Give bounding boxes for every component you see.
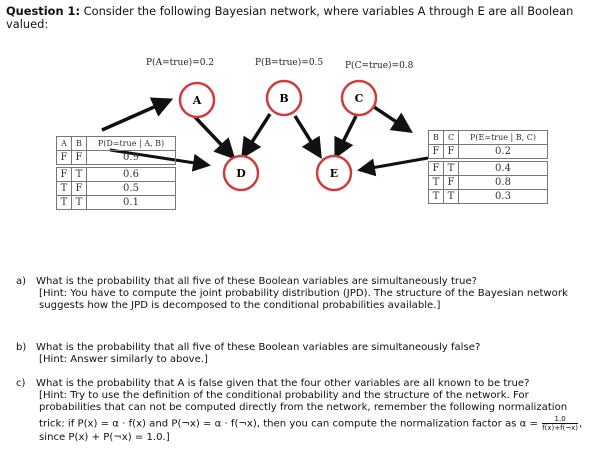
- cell: T: [57, 196, 72, 210]
- prior-a: P(A=true)=0.2: [146, 58, 215, 68]
- edge-b-e: [295, 116, 320, 156]
- table-row: [57, 168, 176, 182]
- node-b: [267, 81, 301, 115]
- cell: F: [57, 151, 72, 165]
- cell: T: [57, 182, 72, 196]
- part-c-hint: [36, 390, 590, 444]
- cpt-e-header-p: P(E=true | B, C): [459, 131, 548, 145]
- cell: F: [72, 182, 87, 196]
- edge-a-d: [194, 116, 233, 157]
- part-a-question: What is the probability that all five of these Boolean variables are simultaneously true?: [36, 276, 478, 287]
- cell: F: [72, 151, 87, 165]
- cell: T: [429, 190, 444, 204]
- cpt-d-header-b: B: [72, 137, 87, 151]
- part-c-marker: c): [16, 378, 26, 389]
- node-b-label: B: [279, 92, 289, 105]
- cell: F: [444, 176, 459, 190]
- cell: T: [72, 196, 87, 210]
- table-row: [429, 176, 548, 190]
- edge-cpte-e: [360, 158, 428, 170]
- cell: 0.2: [459, 145, 548, 159]
- part-b-question: What is the probability that all five of these Boolean variables are simultaneously false?: [36, 342, 481, 353]
- cell: 0.6: [87, 168, 176, 182]
- cpt-e-header-b: B: [429, 131, 444, 145]
- table-row: [57, 151, 176, 165]
- cpt-d-header-a: A: [57, 137, 72, 151]
- node-d: [224, 156, 258, 190]
- node-a: [180, 83, 214, 117]
- table-row: [57, 182, 176, 196]
- question-intro: Consider the following Bayesian network, where variables A through E are all Boolean valued:: [6, 4, 574, 31]
- node-c-label: C: [354, 92, 364, 105]
- part-b: [16, 342, 590, 366]
- cell: 0.4: [459, 162, 548, 176]
- fraction-denominator: f(x)+f(¬x): [542, 423, 579, 432]
- cpt-d-header-p: P(D=true | A, B): [87, 137, 176, 151]
- table-row: [429, 190, 548, 204]
- table-row: [429, 162, 548, 176]
- node-c: [342, 81, 376, 115]
- edge-a-cpt: [102, 100, 170, 130]
- part-c: [16, 378, 590, 444]
- table-row: [429, 145, 548, 159]
- cell: 0.1: [87, 196, 176, 210]
- cpt-d-table: [56, 136, 176, 210]
- node-a-label: A: [192, 94, 202, 107]
- cell: F: [57, 168, 72, 182]
- part-b-marker: b): [16, 342, 27, 353]
- cell: T: [72, 168, 87, 182]
- cell: F: [429, 162, 444, 176]
- question-label: Question 1:: [6, 4, 81, 18]
- part-c-question: What is the probability that A is false given that the four other variables are all known to be true?: [36, 378, 530, 389]
- node-e-label: E: [329, 167, 339, 180]
- table-row: [57, 196, 176, 210]
- fraction-numerator: 1.0: [542, 415, 578, 424]
- edge-b-d: [243, 114, 270, 156]
- part-a-marker: a): [16, 276, 27, 287]
- node-e: [317, 156, 351, 190]
- part-a: [16, 276, 590, 313]
- normalization-fraction: [542, 415, 578, 432]
- cpt-e-table: [428, 130, 548, 204]
- cell: T: [444, 190, 459, 204]
- cell: T: [444, 162, 459, 176]
- part-c-hint-text: [Hint: Try to use the definition of the conditional probability and the structure of the network. For probabilities that can not be computed directly from the network, remember the following normalization trick: if P(x) = α · f(x) and P(¬x) = α · f(¬x), then you can compute the normalization factor as α =: [39, 390, 568, 430]
- prior-b: P(B=true)=0.5: [255, 58, 324, 68]
- cell: F: [429, 145, 444, 159]
- cell: T: [429, 176, 444, 190]
- cell: 0.5: [87, 182, 176, 196]
- cell: 0.3: [459, 190, 548, 204]
- cell: 0.9: [87, 151, 176, 165]
- cell: F: [444, 145, 459, 159]
- prior-c: P(C=true)=0.8: [345, 61, 414, 71]
- edge-c-e: [336, 116, 356, 156]
- cpt-e-header: [429, 131, 548, 145]
- cell: 0.8: [459, 176, 548, 190]
- part-b-hint: [Hint: Answer similarly to above.]: [39, 354, 208, 366]
- cpt-d-header: [57, 137, 176, 151]
- part-c-hint-end: , since P(x) + P(¬x) = 1.0.]: [39, 418, 583, 443]
- cpt-e-header-c: C: [444, 131, 459, 145]
- part-a-hint: [Hint: You have to compute the joint probability distribution (JPD). The structure of the Bayesian network suggests how the JPD is decomposed to the conditional probabilities available.]: [39, 288, 568, 312]
- node-d-label: D: [236, 167, 246, 180]
